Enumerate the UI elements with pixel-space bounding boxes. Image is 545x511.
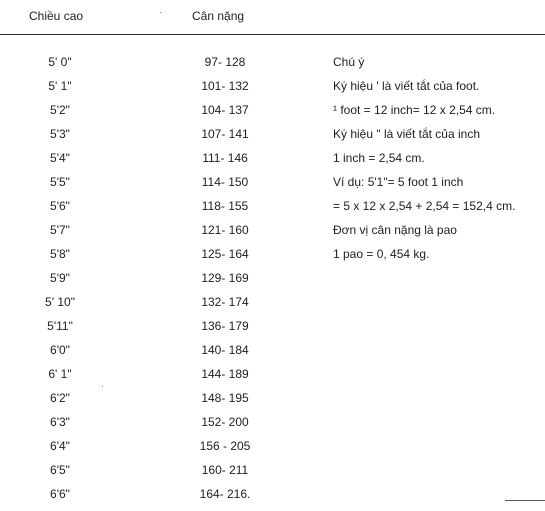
- weight-cell: 144- 189: [201, 367, 249, 381]
- table-row: [0, 367, 300, 391]
- height-cell: 5'4": [50, 151, 70, 165]
- weight-cell: 156 - 205: [199, 439, 251, 453]
- height-cell: 5'3": [50, 127, 70, 141]
- table-row: [0, 223, 300, 247]
- height-cell: 5' 0": [48, 55, 72, 69]
- table-row: [0, 439, 300, 463]
- table-row: [0, 103, 300, 127]
- table-row: [0, 391, 300, 415]
- table-row: [0, 55, 300, 79]
- weight-cell: 160- 211: [201, 463, 249, 477]
- note-line: 1 inch = 2,54 cm.: [333, 151, 425, 165]
- table-row: [0, 295, 300, 319]
- weight-cell: 148- 195: [201, 391, 249, 405]
- weight-cell: 132- 174: [201, 295, 249, 309]
- weight-cell: 121- 160: [201, 223, 249, 237]
- height-weight-table: [0, 55, 300, 511]
- height-cell: 5'2": [50, 103, 70, 117]
- height-cell: 6'3": [50, 415, 70, 429]
- height-column-header: Chiều cao: [29, 9, 84, 23]
- bottom-divider: [505, 500, 545, 501]
- height-cell: 6'2": [50, 391, 70, 405]
- weight-column-header: Cân nặng: [192, 9, 245, 23]
- note-line: Ký hiệu " là viết tắt của inch: [333, 127, 481, 141]
- table-row: [0, 247, 300, 271]
- note-line: Ví dụ: 5'1"= 5 foot 1 inch: [333, 175, 464, 189]
- height-cell: 5'11": [47, 319, 73, 333]
- height-cell: 5'8": [50, 247, 70, 261]
- table-row: [0, 151, 300, 175]
- note-line: = 5 x 12 x 2,54 + 2,54 = 152,4 cm.: [333, 199, 516, 213]
- height-cell: 5'5": [50, 175, 70, 189]
- height-cell: 6'0": [50, 343, 70, 357]
- note-line: Đơn vị cân nặng là pao: [333, 223, 457, 237]
- height-cell: 5' 1": [48, 79, 72, 93]
- notes-title: Chú ý: [333, 55, 365, 69]
- weight-cell: 125- 164: [201, 247, 249, 261]
- table-row: [0, 415, 300, 439]
- weight-cell: 97- 128: [204, 55, 246, 69]
- table-row: [0, 79, 300, 103]
- notes-section: [333, 55, 538, 271]
- note-line: Ký hiệu ' là viết tắt của foot.: [333, 79, 480, 93]
- scan-speck: [102, 386, 103, 387]
- weight-cell: 101- 132: [201, 79, 249, 93]
- table-row: [0, 127, 300, 151]
- table-row: [0, 343, 300, 367]
- height-cell: 5'7": [50, 223, 70, 237]
- height-cell: 6'4": [50, 439, 70, 453]
- note-line: ¹ foot = 12 inch= 12 x 2,54 cm.: [333, 103, 496, 117]
- weight-cell: 136- 179: [201, 319, 249, 333]
- weight-cell: 107- 141: [201, 127, 249, 141]
- table-row: [0, 271, 300, 295]
- header-divider: [0, 34, 545, 35]
- weight-cell: 140- 184: [201, 343, 249, 357]
- table-row: [0, 463, 300, 487]
- height-cell: 6'6": [50, 487, 70, 501]
- table-row: [0, 319, 300, 343]
- height-cell: 6' 1": [48, 367, 72, 381]
- scan-speck: [160, 12, 161, 13]
- table-row: [0, 199, 300, 223]
- weight-cell: 152- 200: [201, 415, 249, 429]
- weight-cell: 118- 155: [201, 199, 249, 213]
- weight-cell: 111- 146: [202, 151, 248, 165]
- weight-cell: 129- 169: [201, 271, 249, 285]
- table-row: [0, 175, 300, 199]
- height-cell: 5' 10": [45, 295, 75, 309]
- weight-cell: 114- 150: [201, 175, 249, 189]
- weight-cell: 164- 216.: [199, 487, 251, 501]
- table-row: [0, 487, 300, 511]
- height-cell: 6'5": [50, 463, 70, 477]
- height-cell: 5'6": [50, 199, 70, 213]
- weight-cell: 104- 137: [201, 103, 249, 117]
- height-cell: 5'9": [50, 271, 70, 285]
- note-line: 1 pao = 0, 454 kg.: [333, 247, 430, 261]
